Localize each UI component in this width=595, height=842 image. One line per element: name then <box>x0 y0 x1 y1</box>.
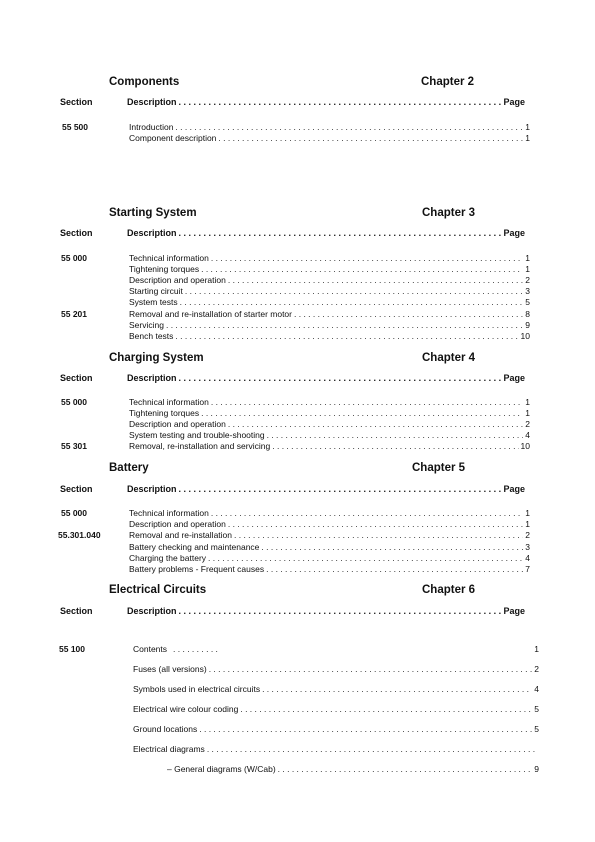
toc-entry[interactable]: Description and operation . . . 1 <box>129 519 530 529</box>
section-code: 55 000 <box>61 508 87 518</box>
chapter-title: Charging System <box>109 352 204 364</box>
section-header: Section <box>60 484 93 494</box>
chapter-number: Chapter 3 <box>422 207 476 219</box>
chapter-title: Electrical Circuits <box>109 584 207 596</box>
toc-entry[interactable]: Removal and re-installation . . . 2 <box>129 530 530 540</box>
toc-entry[interactable]: Charging the battery . . . 4 <box>129 553 530 563</box>
section-header: Section <box>60 97 93 107</box>
description-header: Description <box>127 373 177 383</box>
description-header: Description <box>127 606 177 616</box>
section-header: Section <box>60 606 93 616</box>
chapter-number: Chapter 4 <box>422 352 476 364</box>
toc-entry[interactable]: Ground locations . . . 5 <box>133 724 539 734</box>
section-code: 55 201 <box>61 309 87 319</box>
toc-entry[interactable]: Battery problems - Frequent causes . . . 7 <box>129 564 530 574</box>
toc-entry[interactable]: Introduction . . . 1 <box>129 122 530 132</box>
section-header: Section <box>60 373 93 383</box>
description-header-row <box>127 373 525 383</box>
page-header: Page <box>503 228 525 238</box>
chapter-title: Components <box>109 76 180 88</box>
description-header-row <box>127 484 525 494</box>
section-code: 55 301 <box>61 441 87 451</box>
toc-entry[interactable]: Electrical wire colour coding . . . 5 <box>133 704 539 714</box>
page-header: Page <box>503 97 525 107</box>
chapter-title: Battery <box>109 462 149 474</box>
section-code: 55 000 <box>61 253 87 263</box>
toc-entry[interactable]: Technical information . . . 1 <box>129 253 530 263</box>
toc-entry[interactable]: Technical information . . . 1 <box>129 397 530 407</box>
description-header-row <box>127 228 525 238</box>
toc-entry[interactable]: System tests . . . 5 <box>129 297 530 307</box>
toc-entry[interactable]: Removal and re-installation of starter motor . . . 8 <box>129 309 530 319</box>
toc-entry[interactable]: System testing and trouble-shooting . . . 4 <box>129 430 530 440</box>
toc-entry[interactable]: Tightening torques . . . 1 <box>129 408 530 418</box>
toc-entry[interactable]: Technical information . . . 1 <box>129 508 530 518</box>
toc-entry[interactable]: Tightening torques . . . 1 <box>129 264 530 274</box>
toc-entry[interactable]: Removal, re-installation and servicing . . . 10 <box>129 441 530 451</box>
toc-entry[interactable]: Starting circuit . . . 3 <box>129 286 530 296</box>
toc-entry[interactable]: Symbols used in electrical circuits . . . 4 <box>133 684 539 694</box>
description-header: Description <box>127 228 177 238</box>
toc-subentry[interactable]: – General diagrams (W/Cab) . . . 9 <box>167 764 539 774</box>
toc-entry[interactable]: Bench tests . . . 10 <box>129 331 530 341</box>
toc-entry[interactable]: Contents . . . 1 <box>133 644 539 654</box>
chapter-number: Chapter 5 <box>412 462 466 474</box>
section-header: Section <box>60 228 93 238</box>
section-code: 55 100 <box>59 644 85 654</box>
page-header: Page <box>503 484 525 494</box>
description-header-row <box>127 606 525 616</box>
chapter-number: Chapter 6 <box>422 584 476 596</box>
toc-entry[interactable]: Description and operation . . . 2 <box>129 275 530 285</box>
section-code: 55.301.040 <box>58 530 101 540</box>
section-code: 55 000 <box>61 397 87 407</box>
section-code: 55 500 <box>62 122 88 132</box>
toc-entry[interactable]: Battery checking and maintenance . . . 3 <box>129 542 530 552</box>
chapter-title: Starting System <box>109 207 197 219</box>
toc-entry[interactable]: Fuses (all versions) . . . 2 <box>133 664 539 674</box>
page-header: Page <box>503 606 525 616</box>
description-header: Description <box>127 484 177 494</box>
description-header: Description <box>127 97 177 107</box>
toc-entry[interactable]: Component description . . . 1 <box>129 133 530 143</box>
chapter-number: Chapter 2 <box>421 76 475 88</box>
page-header: Page <box>503 373 525 383</box>
toc-entry[interactable]: Electrical diagrams . . . <box>133 744 539 754</box>
description-header-row <box>127 97 525 107</box>
toc-entry[interactable]: Description and operation . . . 2 <box>129 419 530 429</box>
toc-entry[interactable]: Servicing . . . 9 <box>129 320 530 330</box>
